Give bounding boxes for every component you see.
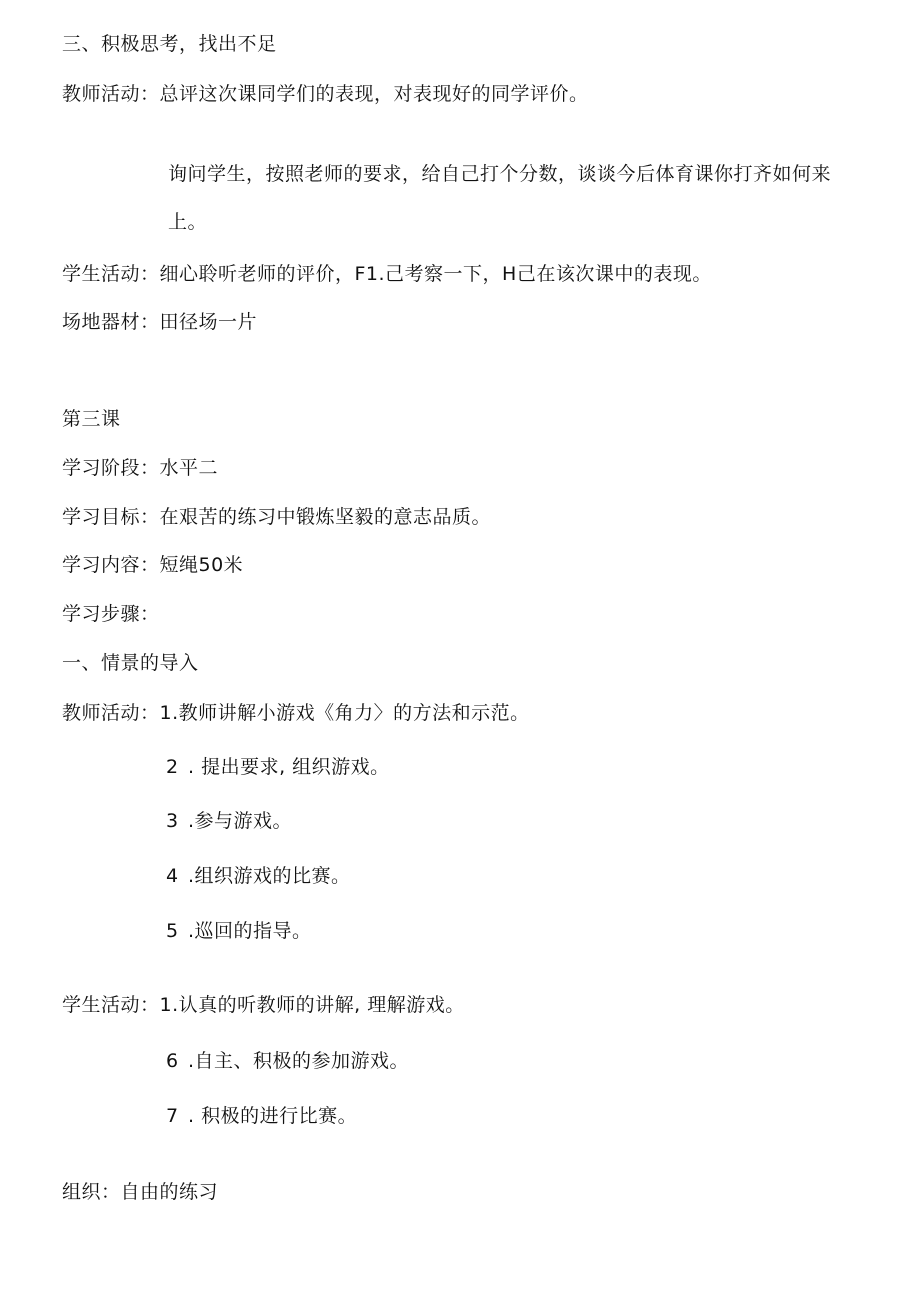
teacher-item-number: 5 <box>166 920 179 942</box>
student-item <box>166 1104 357 1128</box>
teacher-activity-summary-continued: 询问学生，按照老师的要求，给自己打个分数，谈谈今后体育课你打齐如何来 <box>168 163 832 185</box>
student-item-text: .自主、积极的参加游戏。 <box>188 1050 410 1072</box>
organization-note: 组织：自由的练习 <box>62 1181 219 1203</box>
student-activity-game: 学生活动：1.认真的听教师的讲解, 理解游戏。 <box>62 994 465 1016</box>
teacher-activity-game: 教师活动：1.教师讲解小游戏《角力〉的方法和示范。 <box>62 702 530 724</box>
learning-content: 学习内容：短绳50米 <box>62 554 244 576</box>
teacher-item <box>166 755 390 779</box>
student-item-number: 6 <box>166 1050 179 1072</box>
teacher-item-number: 2 <box>166 756 179 778</box>
step-one-heading: 一、情景的导入 <box>62 652 199 674</box>
teacher-item-number: 3 <box>166 810 179 832</box>
student-item <box>166 1049 409 1073</box>
teacher-item-text: .巡回的指导。 <box>188 920 312 942</box>
student-activity-reflection: 学生活动：细心聆听老师的评价，F1.己考察一下，H己在该次课中的表现。 <box>62 263 712 285</box>
teacher-item-text: .参与游戏。 <box>188 810 293 832</box>
teacher-item-text: .组织游戏的比赛。 <box>188 865 351 887</box>
teacher-activity-summary: 教师活动：总评这次课同学们的表现，对表现好的同学评价。 <box>62 83 589 105</box>
teacher-item-number: 4 <box>166 865 179 887</box>
student-item-text: . 积极的进行比赛。 <box>188 1105 358 1127</box>
learning-stage: 学习阶段：水平二 <box>62 457 219 479</box>
learning-steps-label: 学习步骤： <box>62 603 160 625</box>
teacher-item <box>166 919 312 943</box>
section-three-heading: 三、积极思考，找出不足 <box>62 33 277 55</box>
teacher-item-text: . 提出要求, 组织游戏。 <box>188 756 390 778</box>
learning-goal: 学习目标：在艰苦的练习中锻炼坚毅的意志品质。 <box>62 506 492 528</box>
student-item-number: 7 <box>166 1105 179 1127</box>
teacher-item <box>166 864 351 888</box>
venue-equipment: 场地器材：田径场一片 <box>62 311 258 333</box>
lesson-title: 第三课 <box>62 408 121 430</box>
teacher-activity-summary-continued-end: 上。 <box>168 211 208 233</box>
teacher-item <box>166 809 292 833</box>
